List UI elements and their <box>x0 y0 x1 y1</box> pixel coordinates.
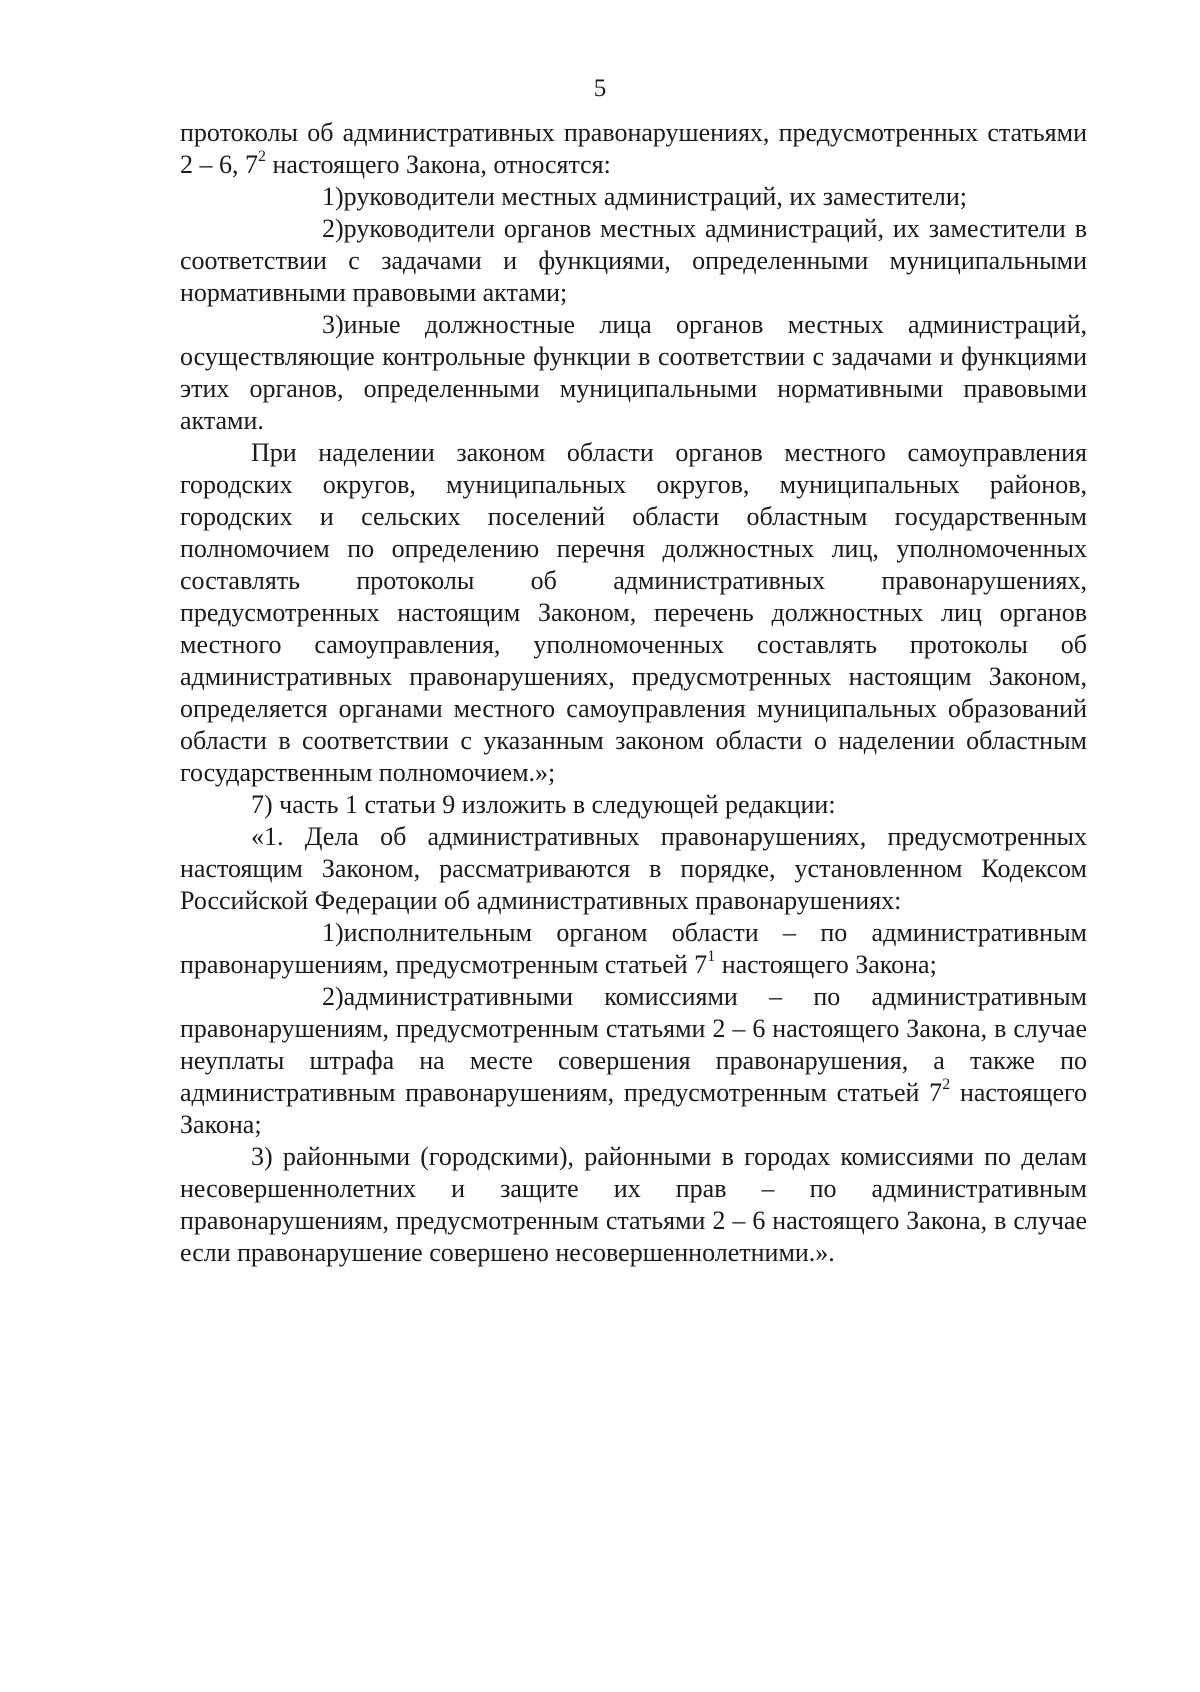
paragraph-text: При наделении законом области органов местного самоуправления городских округов, муниципальных округов, муниципальных районов, городских и сельских поселений области областным государственным полномочием по определению перечня должностных лиц, уполномоченных составлять протоколы об административных правонарушениях, предусмотренных настоящим Законом, перечень должностных лиц органов местного самоуправления, уполномоченных составлять протоколы об административных правонарушениях, предусмотренных настоящим Законом, определяется органами местного самоуправления муниципальных образований области в соответствии с указанным законом области о наделении областным государственным полномочием.»; <box>180 438 1087 787</box>
page-number: 5 <box>593 75 607 102</box>
paragraph-text: 7) часть 1 статьи 9 изложить в следующей редакции: <box>251 790 836 819</box>
paragraph-intro <box>180 117 1087 181</box>
list-item-tail: настоящего Закона; <box>715 950 937 979</box>
paragraph-text: протоколы об административных правонарушениях, предусмотренных статьями 2 – 6, 7 <box>180 118 1087 179</box>
superscript: 1 <box>707 948 716 966</box>
paragraph <box>180 821 1087 917</box>
list-item-text: руководители местных администраций, их заместители; <box>343 182 968 211</box>
paragraph <box>180 789 1087 821</box>
paragraph-text: 3) районными (городскими), районными в городах комиссиями по делам несовершеннолетних и защите их прав – по административным правонарушениям, предусмотренным статьями 2 – 6 настоящего Закона, в случае если правонарушение совершено несовершеннолетними.». <box>180 1142 1087 1267</box>
paragraph-text: «1. Дела об административных правонарушениях, предусмотренных настоящим Законом, рассматриваются в порядке, установленном Кодексом Российской Федерации об административных правонарушениях: <box>180 822 1087 915</box>
list-item <box>180 981 1087 1141</box>
list-item-number: 2) <box>322 982 344 1011</box>
superscript: 2 <box>258 148 266 166</box>
list-item <box>180 181 1087 213</box>
list-item-tail: настоящего Закона; <box>180 1078 1088 1139</box>
list-item <box>180 213 1087 309</box>
list-item-number: 2) <box>322 214 344 243</box>
document-body <box>180 117 1087 1269</box>
list-item-text: руководители органов местных администраций, их заместители в соответствии с задачами и функциями, определенными муниципальными нормативными правовыми актами; <box>180 214 1087 307</box>
list-item-text: иные должностные лица органов местных администраций, осуществляющие контрольные функции в соответствии с задачами и функциями этих органов, определенными муниципальными нормативными правовыми актами. <box>180 310 1087 435</box>
list-item-number: 1) <box>322 182 344 211</box>
paragraph <box>180 437 1087 789</box>
list-item-text: административными комиссиями – по административным правонарушениям, предусмотренным статьями 2 – 6 настоящего Закона, в случае неуплаты штрафа на месте совершения правонарушения, а также по административным правонарушениям, предусмотренным статьей 7 <box>180 982 1087 1107</box>
paragraph-tail: настоящего Закона, относятся: <box>266 150 611 179</box>
list-item-text: исполнительным органом области – по административным правонарушениям, предусмотренным статьей 7 <box>180 918 1087 979</box>
list-item-number: 1) <box>322 918 344 947</box>
list-item <box>180 309 1087 437</box>
paragraph <box>180 1141 1087 1269</box>
list-item-number: 3) <box>322 310 344 339</box>
list-item <box>180 917 1087 981</box>
superscript: 2 <box>942 1076 951 1094</box>
